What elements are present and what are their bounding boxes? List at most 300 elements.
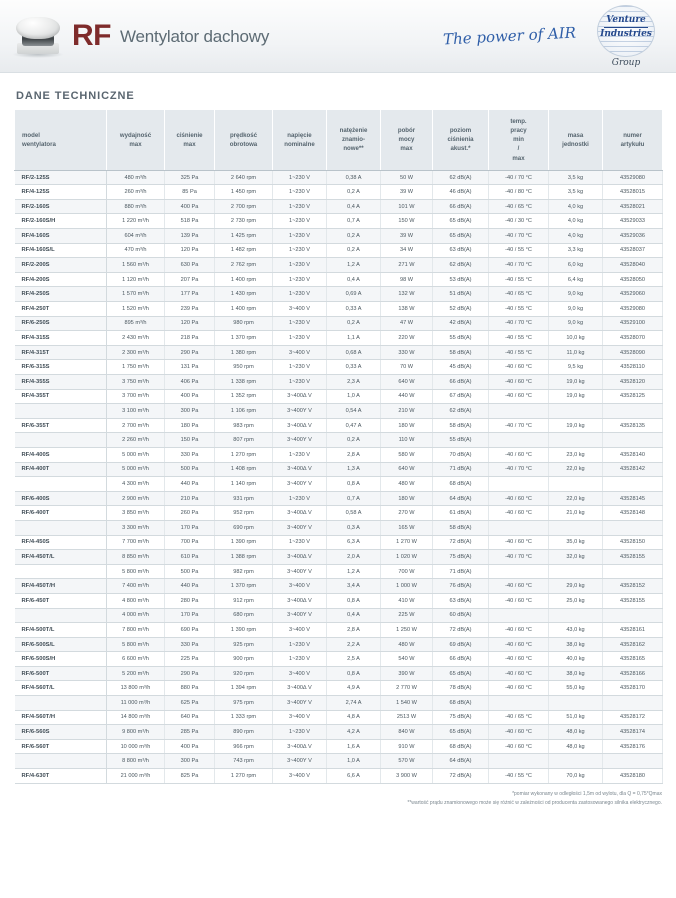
cell-volt: 3~400∆ V <box>273 681 327 696</box>
table-row <box>15 447 663 462</box>
cell-db: 62 dB(A) <box>433 258 489 273</box>
cell-model: RF/6-560S <box>15 725 107 740</box>
column-header-8: temp. pracy min / max <box>489 110 549 171</box>
cell-art: 43528040 <box>603 258 663 273</box>
column-header-10: numer artykułu <box>603 110 663 171</box>
cell-art: 43528150 <box>603 535 663 550</box>
cell-model <box>15 520 107 535</box>
cell-power: 39 W <box>381 229 433 244</box>
cell-temp: -40 / 65 °C <box>489 199 549 214</box>
cell-volt: 3~400 V <box>273 345 327 360</box>
cell-mass: 38,0 kg <box>549 637 603 652</box>
cell-press: 285 Pa <box>165 725 215 740</box>
cell-volt: 1~230 V <box>273 637 327 652</box>
cell-flow: 604 m³/h <box>107 229 165 244</box>
cell-power: 440 W <box>381 389 433 404</box>
cell-mass <box>549 404 603 419</box>
cell-amp: 1,1 A <box>327 331 381 346</box>
technical-data-table <box>14 109 663 784</box>
cell-art <box>603 520 663 535</box>
cell-temp <box>489 520 549 535</box>
cell-temp: -40 / 60 °C <box>489 593 549 608</box>
cell-flow: 2 430 m³/h <box>107 331 165 346</box>
cell-model: RF/6-450T <box>15 593 107 608</box>
cell-amp: 0,2 A <box>327 185 381 200</box>
cell-power: 70 W <box>381 360 433 375</box>
cell-mass: 51,0 kg <box>549 710 603 725</box>
cell-amp: 0,7 A <box>327 491 381 506</box>
cell-temp: -40 / 55 °C <box>489 769 549 784</box>
cell-model: RF/4-450T/L <box>15 550 107 565</box>
cell-db: 70 dB(A) <box>433 447 489 462</box>
cell-power: 225 W <box>381 608 433 623</box>
table-row <box>15 462 663 477</box>
cell-model: RF/2-200S <box>15 258 107 273</box>
cell-temp: -40 / 60 °C <box>489 725 549 740</box>
cell-volt: 1~230 V <box>273 199 327 214</box>
cell-amp: 0,8 A <box>327 477 381 492</box>
cell-db: 65 dB(A) <box>433 725 489 740</box>
cell-art: 43528090 <box>603 345 663 360</box>
cell-mass <box>549 433 603 448</box>
cell-rpm: 1 352 rpm <box>215 389 273 404</box>
brand-zone <box>443 5 676 68</box>
cell-db: 58 dB(A) <box>433 520 489 535</box>
cell-mass: 22,0 kg <box>549 491 603 506</box>
cell-volt: 1~230 V <box>273 725 327 740</box>
cell-press: 260 Pa <box>165 506 215 521</box>
cell-volt: 1~230 V <box>273 491 327 506</box>
cell-flow: 470 m³/h <box>107 243 165 258</box>
cell-db: 45 dB(A) <box>433 360 489 375</box>
cell-press: 180 Pa <box>165 418 215 433</box>
table-row <box>15 725 663 740</box>
cell-press: 330 Pa <box>165 637 215 652</box>
cell-temp: -40 / 60 °C <box>489 506 549 521</box>
cell-art: 43528015 <box>603 185 663 200</box>
cell-temp <box>489 477 549 492</box>
cell-temp: -40 / 60 °C <box>489 681 549 696</box>
cell-mass: 55,0 kg <box>549 681 603 696</box>
cell-volt: 1~230 V <box>273 185 327 200</box>
cell-amp: 0,4 A <box>327 199 381 214</box>
cell-mass: 6,4 kg <box>549 272 603 287</box>
cell-press: 640 Pa <box>165 710 215 725</box>
cell-mass: 48,0 kg <box>549 725 603 740</box>
cell-temp: -40 / 60 °C <box>489 360 549 375</box>
cell-db: 71 dB(A) <box>433 564 489 579</box>
cell-power: 540 W <box>381 652 433 667</box>
cell-model: RF/4-400T <box>15 462 107 477</box>
cell-db: 58 dB(A) <box>433 345 489 360</box>
cell-volt: 1~230 V <box>273 375 327 390</box>
cell-rpm: 1 338 rpm <box>215 375 273 390</box>
cell-volt: 1~230 V <box>273 652 327 667</box>
cell-art: 43529033 <box>603 214 663 229</box>
cell-db: 52 dB(A) <box>433 302 489 317</box>
cell-amp: 0,69 A <box>327 287 381 302</box>
table-row <box>15 302 663 317</box>
cell-db: 53 dB(A) <box>433 272 489 287</box>
cell-mass: 19,0 kg <box>549 375 603 390</box>
cell-db: 60 dB(A) <box>433 608 489 623</box>
cell-power: 110 W <box>381 433 433 448</box>
logo-line-2: Industries <box>600 28 652 39</box>
footnotes <box>0 790 662 809</box>
cell-volt: 1~230 V <box>273 360 327 375</box>
cell-press: 300 Pa <box>165 404 215 419</box>
cell-press: 630 Pa <box>165 258 215 273</box>
cell-volt: 3~400 V <box>273 710 327 725</box>
cell-art: 43528037 <box>603 243 663 258</box>
cell-mass <box>549 477 603 492</box>
cell-mass: 29,0 kg <box>549 579 603 594</box>
cell-volt: 3~400Y V <box>273 564 327 579</box>
cell-rpm: 920 rpm <box>215 666 273 681</box>
cell-db: 55 dB(A) <box>433 331 489 346</box>
cell-temp: -40 / 60 °C <box>489 652 549 667</box>
table-row <box>15 769 663 784</box>
table-row <box>15 666 663 681</box>
cell-mass: 22,0 kg <box>549 462 603 477</box>
cell-power: 132 W <box>381 287 433 302</box>
cell-power: 165 W <box>381 520 433 535</box>
cell-temp <box>489 608 549 623</box>
cell-flow: 8 850 m³/h <box>107 550 165 565</box>
cell-temp: -40 / 60 °C <box>489 637 549 652</box>
cell-amp: 1,0 A <box>327 389 381 404</box>
cell-press: 239 Pa <box>165 302 215 317</box>
cell-power: 330 W <box>381 345 433 360</box>
cell-art: 43528170 <box>603 681 663 696</box>
column-header-4: napięcie nominalne <box>273 110 327 171</box>
cell-art: 43528148 <box>603 506 663 521</box>
cell-rpm: 950 rpm <box>215 360 273 375</box>
cell-flow: 5 000 m³/h <box>107 462 165 477</box>
cell-model: RF/2-160S/H <box>15 214 107 229</box>
table-header <box>15 110 663 171</box>
cell-model <box>15 754 107 769</box>
cell-amp: 0,4 A <box>327 608 381 623</box>
cell-temp: -40 / 70 °C <box>489 550 549 565</box>
cell-model: RF/4-315T <box>15 345 107 360</box>
cell-volt: 3~400∆ V <box>273 550 327 565</box>
cell-temp: -40 / 60 °C <box>489 623 549 638</box>
cell-mass: 21,0 kg <box>549 506 603 521</box>
cell-rpm: 1 106 rpm <box>215 404 273 419</box>
cell-db: 72 dB(A) <box>433 623 489 638</box>
cell-mass: 11,0 kg <box>549 345 603 360</box>
cell-power: 138 W <box>381 302 433 317</box>
cell-rpm: 931 rpm <box>215 491 273 506</box>
cell-mass: 9,5 kg <box>549 360 603 375</box>
table-row <box>15 229 663 244</box>
cell-press: 300 Pa <box>165 754 215 769</box>
cell-press: 440 Pa <box>165 579 215 594</box>
cell-flow: 2 900 m³/h <box>107 491 165 506</box>
cell-temp: -40 / 60 °C <box>489 535 549 550</box>
cell-temp: -40 / 70 °C <box>489 418 549 433</box>
cell-amp: 2,0 A <box>327 550 381 565</box>
cell-volt: 1~230 V <box>273 243 327 258</box>
cell-power: 1 540 W <box>381 696 433 711</box>
cell-power: 910 W <box>381 739 433 754</box>
cell-volt: 1~230 V <box>273 229 327 244</box>
cell-db: 65 dB(A) <box>433 229 489 244</box>
cell-volt: 3~400Y V <box>273 404 327 419</box>
cell-temp <box>489 696 549 711</box>
cell-db: 75 dB(A) <box>433 550 489 565</box>
cell-volt: 3~400 V <box>273 579 327 594</box>
column-header-0: model wentylatora <box>15 110 107 171</box>
cell-amp: 1,2 A <box>327 258 381 273</box>
cell-rpm: 680 rpm <box>215 608 273 623</box>
cell-temp: -40 / 60 °C <box>489 375 549 390</box>
cell-power: 98 W <box>381 272 433 287</box>
cell-volt: 3~400∆ V <box>273 462 327 477</box>
cell-model: RF/4-400S <box>15 447 107 462</box>
cell-mass <box>549 564 603 579</box>
cell-amp: 1,3 A <box>327 462 381 477</box>
cell-amp: 2,5 A <box>327 652 381 667</box>
cell-volt: 3~400∆ V <box>273 506 327 521</box>
cell-rpm: 1 390 rpm <box>215 535 273 550</box>
cell-mass: 35,0 kg <box>549 535 603 550</box>
cell-rpm: 1 400 rpm <box>215 272 273 287</box>
cell-rpm: 952 rpm <box>215 506 273 521</box>
cell-db: 62 dB(A) <box>433 170 489 185</box>
cell-mass: 4,0 kg <box>549 199 603 214</box>
cell-rpm: 890 rpm <box>215 725 273 740</box>
logo-divider <box>604 27 648 28</box>
cell-amp: 0,2 A <box>327 433 381 448</box>
cell-amp: 2,3 A <box>327 375 381 390</box>
cell-power: 840 W <box>381 725 433 740</box>
cell-power: 480 W <box>381 637 433 652</box>
cell-volt: 1~230 V <box>273 214 327 229</box>
cell-volt: 1~230 V <box>273 331 327 346</box>
cell-model: RF/6-500S/H <box>15 652 107 667</box>
logo-line-1: Venture <box>606 14 646 25</box>
cell-model: RF/4-450S <box>15 535 107 550</box>
cell-model: RF/6-400S <box>15 491 107 506</box>
cell-db: 65 dB(A) <box>433 666 489 681</box>
cell-temp: -40 / 55 °C <box>489 243 549 258</box>
cell-rpm: 1 380 rpm <box>215 345 273 360</box>
table-row <box>15 681 663 696</box>
cell-db: 65 dB(A) <box>433 214 489 229</box>
cell-rpm: 980 rpm <box>215 316 273 331</box>
cell-mass: 6,0 kg <box>549 258 603 273</box>
cell-press: 700 Pa <box>165 535 215 550</box>
column-header-5: natężenie znamio- nowe** <box>327 110 381 171</box>
cell-flow: 895 m³/h <box>107 316 165 331</box>
cell-mass: 43,0 kg <box>549 623 603 638</box>
slogan: The power of AIR <box>442 23 577 49</box>
table-row <box>15 520 663 535</box>
cell-volt: 3~400 V <box>273 666 327 681</box>
cell-flow: 4 000 m³/h <box>107 608 165 623</box>
cell-volt: 1~230 V <box>273 316 327 331</box>
cell-press: 825 Pa <box>165 769 215 784</box>
cell-rpm: 1 370 rpm <box>215 579 273 594</box>
cell-mass: 9,0 kg <box>549 316 603 331</box>
table-row <box>15 754 663 769</box>
cell-amp: 6,6 A <box>327 769 381 784</box>
column-header-1: wydajność max <box>107 110 165 171</box>
cell-press: 139 Pa <box>165 229 215 244</box>
cell-flow: 5 800 m³/h <box>107 637 165 652</box>
cell-flow: 14 800 m³/h <box>107 710 165 725</box>
cell-temp: -40 / 60 °C <box>489 739 549 754</box>
cell-volt: 3~400 V <box>273 302 327 317</box>
cell-db: 51 dB(A) <box>433 287 489 302</box>
cell-power: 1 000 W <box>381 579 433 594</box>
cell-flow: 3 100 m³/h <box>107 404 165 419</box>
cell-temp: -40 / 60 °C <box>489 389 549 404</box>
table-row <box>15 389 663 404</box>
cell-model <box>15 696 107 711</box>
table-row <box>15 331 663 346</box>
table-row <box>15 608 663 623</box>
cell-db: 76 dB(A) <box>433 579 489 594</box>
cell-press: 280 Pa <box>165 593 215 608</box>
table-row <box>15 418 663 433</box>
cell-mass <box>549 754 603 769</box>
cell-flow: 3 850 m³/h <box>107 506 165 521</box>
logo-group-label: Group <box>611 57 641 68</box>
cell-mass: 3,5 kg <box>549 185 603 200</box>
cell-db: 66 dB(A) <box>433 199 489 214</box>
cell-db: 46 dB(A) <box>433 185 489 200</box>
cell-model: RF/4-450T/H <box>15 579 107 594</box>
cell-db: 66 dB(A) <box>433 375 489 390</box>
cell-volt: 3~400Y V <box>273 608 327 623</box>
cell-flow: 1 750 m³/h <box>107 360 165 375</box>
column-header-9: masa jednostki <box>549 110 603 171</box>
table-row <box>15 593 663 608</box>
cell-flow: 1 120 m³/h <box>107 272 165 287</box>
cell-press: 500 Pa <box>165 462 215 477</box>
cell-press: 518 Pa <box>165 214 215 229</box>
cell-power: 570 W <box>381 754 433 769</box>
cell-power: 480 W <box>381 477 433 492</box>
cell-flow: 1 220 m³/h <box>107 214 165 229</box>
cell-rpm: 2 762 rpm <box>215 258 273 273</box>
roof-fan-icon <box>10 13 66 59</box>
cell-mass: 40,0 kg <box>549 652 603 667</box>
cell-art: 43528174 <box>603 725 663 740</box>
cell-amp: 4,2 A <box>327 725 381 740</box>
cell-flow: 9 800 m³/h <box>107 725 165 740</box>
table-row <box>15 696 663 711</box>
cell-power: 410 W <box>381 593 433 608</box>
cell-flow: 3 700 m³/h <box>107 389 165 404</box>
cell-power: 34 W <box>381 243 433 258</box>
cell-press: 207 Pa <box>165 272 215 287</box>
cell-model: RF/6-315S <box>15 360 107 375</box>
cell-amp: 3,4 A <box>327 579 381 594</box>
cell-rpm: 1 394 rpm <box>215 681 273 696</box>
cell-power: 2 770 W <box>381 681 433 696</box>
cell-volt: 1~230 V <box>273 258 327 273</box>
cell-model <box>15 564 107 579</box>
cell-temp: -40 / 70 °C <box>489 316 549 331</box>
cell-rpm: 1 370 rpm <box>215 331 273 346</box>
cell-rpm: 1 408 rpm <box>215 462 273 477</box>
cell-press: 440 Pa <box>165 477 215 492</box>
cell-art: 43528021 <box>603 199 663 214</box>
cell-flow: 880 m³/h <box>107 199 165 214</box>
cell-model: RF/6-500S/L <box>15 637 107 652</box>
table-row <box>15 360 663 375</box>
cell-temp: -40 / 70 °C <box>489 462 549 477</box>
section-title: DANE TECHNICZNE <box>16 90 135 102</box>
cell-volt: 3~400Y V <box>273 433 327 448</box>
cell-power: 180 W <box>381 418 433 433</box>
cell-model: RF/4-160S/L <box>15 243 107 258</box>
table-row <box>15 739 663 754</box>
cell-amp: 0,33 A <box>327 302 381 317</box>
cell-art: 43529036 <box>603 229 663 244</box>
cell-press: 690 Pa <box>165 623 215 638</box>
cell-press: 400 Pa <box>165 389 215 404</box>
cell-model: RF/4-500T/L <box>15 623 107 638</box>
cell-amp: 0,33 A <box>327 360 381 375</box>
table-row <box>15 550 663 565</box>
cell-mass: 9,0 kg <box>549 302 603 317</box>
cell-volt: 3~400Y V <box>273 520 327 535</box>
table-row <box>15 710 663 725</box>
cell-db: 66 dB(A) <box>433 652 489 667</box>
table-row <box>15 637 663 652</box>
column-header-6: pobór mocy max <box>381 110 433 171</box>
cell-power: 640 W <box>381 375 433 390</box>
cell-model: RF/6-400T <box>15 506 107 521</box>
cell-amp: 1,6 A <box>327 739 381 754</box>
cell-db: 42 dB(A) <box>433 316 489 331</box>
cell-flow: 11 000 m³/h <box>107 696 165 711</box>
cell-flow: 6 600 m³/h <box>107 652 165 667</box>
cell-amp: 0,2 A <box>327 316 381 331</box>
cell-rpm: 982 rpm <box>215 564 273 579</box>
cell-db: 63 dB(A) <box>433 243 489 258</box>
cell-press: 120 Pa <box>165 243 215 258</box>
cell-mass: 38,0 kg <box>549 666 603 681</box>
cell-rpm: 743 rpm <box>215 754 273 769</box>
cell-rpm: 900 rpm <box>215 652 273 667</box>
cell-power: 3 900 W <box>381 769 433 784</box>
cell-db: 72 dB(A) <box>433 769 489 784</box>
cell-db: 69 dB(A) <box>433 637 489 652</box>
cell-art: 43528110 <box>603 360 663 375</box>
cell-mass <box>549 608 603 623</box>
cell-art: 43528152 <box>603 579 663 594</box>
cell-temp: -40 / 70 °C <box>489 229 549 244</box>
cell-model: RF/6-250S <box>15 316 107 331</box>
cell-rpm: 975 rpm <box>215 696 273 711</box>
cell-press: 131 Pa <box>165 360 215 375</box>
cell-model: RF/4-160S <box>15 229 107 244</box>
cell-power: 700 W <box>381 564 433 579</box>
table-row <box>15 433 663 448</box>
cell-mass: 25,0 kg <box>549 593 603 608</box>
table-row <box>15 185 663 200</box>
cell-art: 43529060 <box>603 287 663 302</box>
cell-mass: 19,0 kg <box>549 389 603 404</box>
cell-power: 390 W <box>381 666 433 681</box>
table-row <box>15 243 663 258</box>
